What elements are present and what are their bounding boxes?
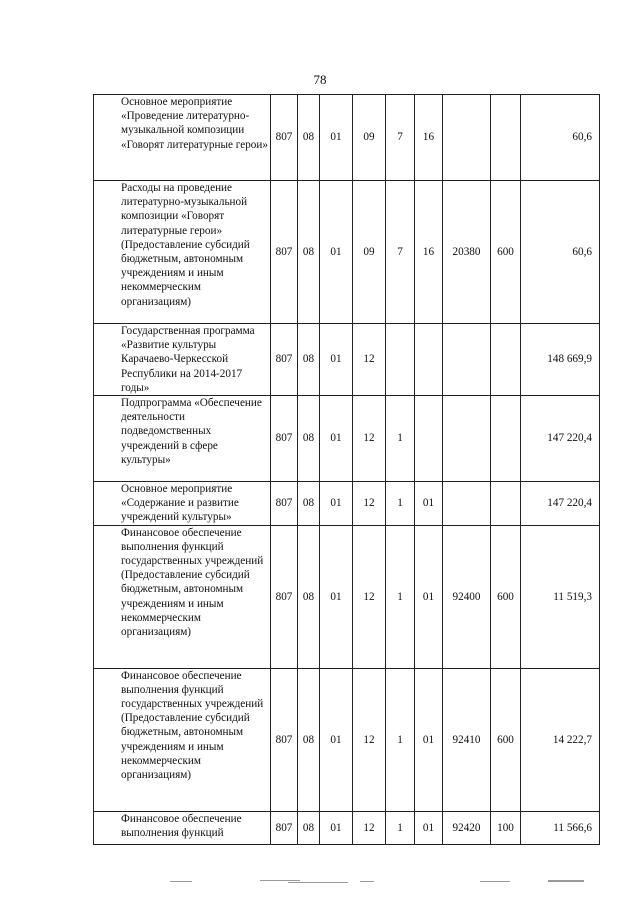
- item-code: [443, 482, 491, 526]
- section-code: 08: [298, 525, 320, 668]
- subsection-code: 01: [320, 396, 353, 482]
- table-row: [94, 324, 600, 396]
- expense-type-code: 600: [491, 525, 521, 668]
- section-code: 08: [298, 811, 320, 844]
- section-code: 08: [298, 482, 320, 526]
- page-number: 78: [313, 72, 327, 87]
- expense-type-code: [491, 482, 521, 526]
- program-code: 12: [353, 668, 386, 811]
- ministry-code: 807: [271, 95, 298, 181]
- expense-type-code: [491, 396, 521, 482]
- subsection-code: 01: [320, 811, 353, 844]
- table-row: [94, 95, 600, 181]
- subprogram-code: 1: [386, 525, 415, 668]
- ministry-code: 807: [271, 668, 298, 811]
- subsection-code: 01: [320, 482, 353, 526]
- section-code: 08: [298, 181, 320, 324]
- item-code: [443, 396, 491, 482]
- item-code: 92410: [443, 668, 491, 811]
- program-code: 12: [353, 525, 386, 668]
- row-name: Основное мероприятие «Проведение литературно-музыкальной композиции «Говорят литературные герои»: [94, 95, 271, 181]
- subsection-code: 01: [320, 181, 353, 324]
- amount: 60,6: [521, 181, 600, 324]
- table-row: [94, 668, 600, 811]
- section-code: 08: [298, 668, 320, 811]
- direction-code: [415, 396, 443, 482]
- program-code: 12: [353, 811, 386, 844]
- program-code: 12: [353, 482, 386, 526]
- amount: 147 220,4: [521, 396, 600, 482]
- amount: 11 566,6: [521, 811, 600, 844]
- row-name: Финансовое обеспечение выполнения функций государственных учреждений (Предоставление субсидий бюджетным, автономным учреждениям и иным некоммерческим организациям): [94, 668, 271, 811]
- item-code: [443, 95, 491, 181]
- section-code: 08: [298, 95, 320, 181]
- direction-code: 16: [415, 181, 443, 324]
- table-row: [94, 482, 600, 526]
- ministry-code: 807: [271, 525, 298, 668]
- item-code: 92420: [443, 811, 491, 844]
- row-name: Подпрограмма «Обеспечение деятельности подведомственных учреждений в сфере культуры»: [94, 396, 271, 482]
- item-code: 20380: [443, 181, 491, 324]
- budget-table: [93, 94, 600, 845]
- amount: 148 669,9: [521, 324, 600, 396]
- direction-code: 01: [415, 525, 443, 668]
- ministry-code: 807: [271, 811, 298, 844]
- table-row: [94, 396, 600, 482]
- table-row: [94, 525, 600, 668]
- ministry-code: 807: [271, 181, 298, 324]
- amount: 147 220,4: [521, 482, 600, 526]
- program-code: 12: [353, 324, 386, 396]
- row-name: Государственная программа «Развитие культуры Карачаево-Черкесской Республики на 2014-2017 годы»: [94, 324, 271, 396]
- program-code: 12: [353, 396, 386, 482]
- direction-code: 01: [415, 668, 443, 811]
- subprogram-code: [386, 324, 415, 396]
- subprogram-code: 1: [386, 668, 415, 811]
- expense-type-code: 100: [491, 811, 521, 844]
- amount: 60,6: [521, 95, 600, 181]
- ministry-code: 807: [271, 396, 298, 482]
- row-name: Основное мероприятие «Содержание и развитие учреждений культуры»: [94, 482, 271, 526]
- expense-type-code: 600: [491, 181, 521, 324]
- expense-type-code: [491, 324, 521, 396]
- direction-code: 16: [415, 95, 443, 181]
- amount: 11 519,3: [521, 525, 600, 668]
- program-code: 09: [353, 95, 386, 181]
- subsection-code: 01: [320, 324, 353, 396]
- direction-code: [415, 324, 443, 396]
- table-row: [94, 811, 600, 844]
- direction-code: 01: [415, 482, 443, 526]
- subprogram-code: 1: [386, 482, 415, 526]
- item-code: [443, 324, 491, 396]
- expense-type-code: [491, 95, 521, 181]
- table-body: [94, 95, 600, 845]
- row-name: Финансовое обеспечение выполнения функций государственных учреждений (Предоставление субсидий бюджетным, автономным учреждениям и иным некоммерческим организациям): [94, 525, 271, 668]
- section-code: 08: [298, 396, 320, 482]
- subprogram-code: 7: [386, 95, 415, 181]
- expense-type-code: 600: [491, 668, 521, 811]
- subprogram-code: 1: [386, 811, 415, 844]
- ministry-code: 807: [271, 482, 298, 526]
- section-code: 08: [298, 324, 320, 396]
- amount: 14 222,7: [521, 668, 600, 811]
- direction-code: 01: [415, 811, 443, 844]
- subsection-code: 01: [320, 668, 353, 811]
- item-code: 92400: [443, 525, 491, 668]
- subprogram-code: 1: [386, 396, 415, 482]
- ministry-code: 807: [271, 324, 298, 396]
- row-name: Расходы на проведение литературно-музыкальной композиции «Говорят литературные герои» (Предоставление субсидий бюджетным, автономным учреждениям и иным некоммерческим организациям): [94, 181, 271, 324]
- program-code: 09: [353, 181, 386, 324]
- subprogram-code: 7: [386, 181, 415, 324]
- subsection-code: 01: [320, 525, 353, 668]
- table-row: [94, 181, 600, 324]
- subsection-code: 01: [320, 95, 353, 181]
- scan-noise: [170, 876, 600, 886]
- row-name: Финансовое обеспечение выполнения функций: [94, 811, 271, 844]
